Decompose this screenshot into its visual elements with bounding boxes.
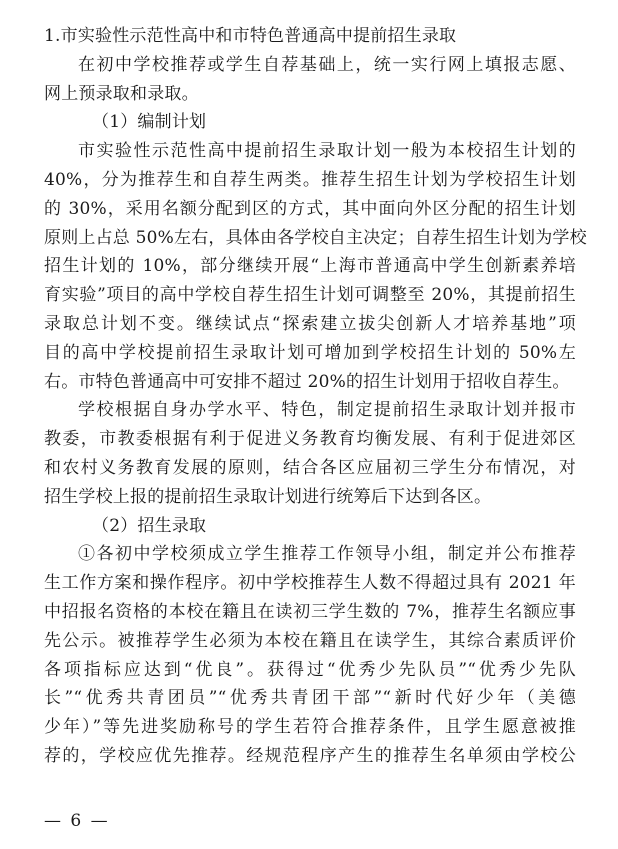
- subsection-heading: （2）招生录取: [92, 515, 207, 536]
- paragraph-line: 中招报名资格的本校在籍且在读初三学生数的 7%，推荐生名额应事: [44, 601, 576, 622]
- paragraph-line: 网上预录取和录取。: [44, 83, 199, 104]
- paragraph-line: 40%，分为推荐生和自荐生两类。推荐生招生计划为学校招生计划: [44, 169, 576, 190]
- paragraph-line: 右。市特色普通高中可安排不超过 20%的招生计划用于招收自荐生。: [44, 371, 570, 392]
- subsection-heading: （1）编制计划: [92, 112, 207, 133]
- paragraph-line: 荐的，学校应优先推荐。经规范程序产生的推荐生名单须由学校公: [44, 745, 576, 766]
- paragraph-line: 原则上占总 50%左右，具体由各学校自主决定；自荐生招生计划为学校: [44, 227, 587, 248]
- paragraph-line: 市实验性示范性高中提前招生录取计划一般为本校招生计划的: [78, 141, 576, 162]
- paragraph-line: 少年）”等先进奖励称号的学生若符合推荐条件，且学生愿意被推: [44, 717, 576, 738]
- paragraph-line: 生工作方案和操作程序。初中学校推荐生人数不得超过具有 2021 年: [44, 573, 576, 594]
- paragraph-line: 先公示。被推荐学生必须为本校在籍且在读学生，其综合素质评价: [44, 630, 576, 651]
- paragraph-line: 教委，市教委根据有利于促进义务教育均衡发展、有利于促进郊区: [44, 429, 576, 450]
- paragraph-line: 目的高中学校提前招生录取计划可增加到学校招生计划的 50%左: [44, 342, 576, 363]
- paragraph-line: 的 30%，采用名额分配到区的方式，其中面向外区分配的招生计划: [44, 198, 576, 219]
- section-heading: 1.市实验性示范性高中和市特色普通高中提前招生录取: [44, 26, 457, 46]
- page-number: — 6 —: [44, 811, 110, 831]
- paragraph-line: 育实验”项目的高中学校自荐生招生计划可调整至 20%，其提前招生: [44, 285, 576, 306]
- paragraph-line: 各项指标应达到“优良”。获得过“优秀少先队员”“优秀少先队: [44, 659, 576, 680]
- document-body: [44, 22, 587, 771]
- paragraph-line: 在初中学校推荐或学生自荐基础上，统一实行网上填报志愿、: [78, 54, 576, 75]
- paragraph-line: 录取总计划不变。继续试点“探索建立拔尖创新人才培养基地”项: [44, 313, 576, 334]
- paragraph-line: 学校根据自身办学水平、特色，制定提前招生录取计划并报市: [78, 400, 576, 421]
- paragraph-line: 招生计划的 10%，部分继续开展“上海市普通高中学生创新素养培: [44, 256, 576, 277]
- paragraph-line: 招生学校上报的提前招生录取计划进行统筹后下达到各区。: [44, 486, 492, 507]
- paragraph-line: ①各初中学校须成立学生推荐工作领导小组，制定并公布推荐: [78, 544, 576, 565]
- paragraph-line: 长”“优秀共青团员”“优秀共青团干部”“新时代好少年（美德: [44, 688, 576, 709]
- paragraph-line: 和农村义务教育发展的原则，结合各区应届初三学生分布情况，对: [44, 457, 576, 478]
